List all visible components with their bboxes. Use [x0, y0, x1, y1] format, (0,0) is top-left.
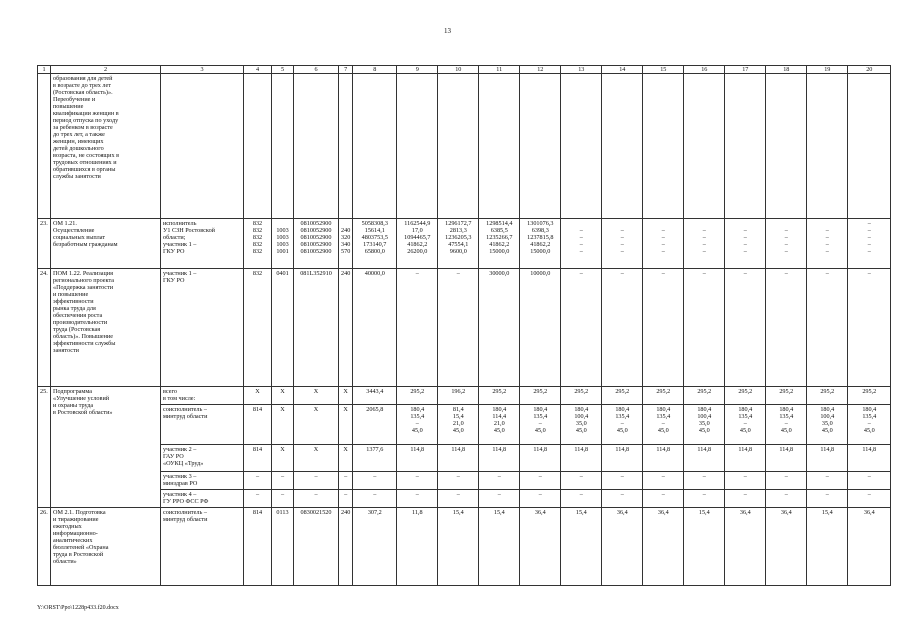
year-cell: 114,8: [643, 445, 684, 472]
table-cell: [38, 74, 51, 219]
table-cell: [397, 74, 438, 219]
year-cell: –: [397, 269, 438, 387]
year-cell: 114,8: [520, 445, 561, 472]
row-number: 26.: [38, 508, 51, 586]
header-cell: 18: [766, 66, 807, 74]
csr-cell: X: [294, 445, 339, 472]
year-cell: –: [602, 269, 643, 387]
header-cell: 7: [339, 66, 353, 74]
table-cell: [272, 74, 294, 219]
year-cell: –: [479, 490, 520, 508]
vr-cell: –: [339, 472, 353, 490]
year-cell: 295,2: [807, 387, 848, 405]
table-row-24: [38, 269, 891, 387]
table-cell: [725, 74, 766, 219]
total-cell: –: [353, 490, 397, 508]
executor-cell: участник 2 – ГАУ РО «ОУКЦ «Труд»: [161, 445, 244, 472]
year-cell: –: [561, 472, 602, 490]
header-cell: 15: [643, 66, 684, 74]
year-cell: 114,8: [684, 445, 725, 472]
year-cell: 114,8: [807, 445, 848, 472]
vr-cell: 240: [339, 508, 353, 586]
total-cell: 40000,0: [353, 269, 397, 387]
year-cell: –: [561, 269, 602, 387]
year-cell: 114,8: [766, 445, 807, 472]
activity-name-cell: образования для детей в возрасте до трех лет (Ростовская область)». Переобучение и повышение квалификации женщин в период отпуска по уходу за ребенком в возрасте до трех лет, а также женщин, имеющих детей дошкольного возраста, не состоящих в трудовых отношениях и обратившихся в органы службы занятости: [51, 74, 161, 219]
year-cell: 36,4: [848, 508, 891, 586]
header-cell: 16: [684, 66, 725, 74]
year-cell: 180,4 135,4 – 45,0: [643, 405, 684, 445]
table-cell: [520, 74, 561, 219]
table-cell: [766, 74, 807, 219]
year-cell: 295,2: [602, 387, 643, 405]
header-cell: 10: [438, 66, 479, 74]
year-cell: 295,2: [684, 387, 725, 405]
grbs-cell: 814: [244, 445, 272, 472]
year-cell: 11,8: [397, 508, 438, 586]
year-cell: –: [438, 490, 479, 508]
year-cell: –: [725, 269, 766, 387]
year-cell: 180,4 135,4 – 45,0: [725, 405, 766, 445]
rzpr-cell: 1003 1003 1003 1001: [272, 219, 294, 269]
total-cell: 307,2: [353, 508, 397, 586]
year-cell: 10000,0: [520, 269, 561, 387]
year-cell: 114,8: [725, 445, 766, 472]
header-cell: 5: [272, 66, 294, 74]
year-cell: –: [807, 472, 848, 490]
table-row-25-participant2: [38, 445, 891, 472]
table-cell: [848, 74, 891, 219]
table-row-23: [38, 219, 891, 269]
year-cell: 295,2: [561, 387, 602, 405]
vr-cell: X: [339, 405, 353, 445]
continuation-row: [38, 74, 891, 219]
year-cell: – – – –: [561, 219, 602, 269]
activity-name-cell: Подпрограмма «Улучшение условий и охраны труда в Ростовской области»: [51, 387, 161, 508]
year-cell: – – – –: [807, 219, 848, 269]
rzpr-cell: X: [272, 445, 294, 472]
grbs-cell: X: [244, 387, 272, 405]
year-cell: 36,4: [766, 508, 807, 586]
year-cell: –: [561, 490, 602, 508]
year-cell: –: [684, 472, 725, 490]
year-cell: 196,2: [438, 387, 479, 405]
year-cell: 295,2: [643, 387, 684, 405]
year-cell: –: [643, 472, 684, 490]
grbs-cell: 832 832 832 832 832: [244, 219, 272, 269]
year-cell: –: [602, 472, 643, 490]
header-cell: 6: [294, 66, 339, 74]
year-cell: 15,4: [438, 508, 479, 586]
year-cell: 30000,0: [479, 269, 520, 387]
year-cell: 180,4 135,4 – 45,0: [602, 405, 643, 445]
row-number: 25.: [38, 387, 51, 508]
year-cell: –: [643, 269, 684, 387]
vr-cell: –: [339, 490, 353, 508]
table-cell: [353, 74, 397, 219]
grbs-cell: 814: [244, 508, 272, 586]
header-cell: 20: [848, 66, 891, 74]
year-cell: 81,4 15,4 21,0 45,0: [438, 405, 479, 445]
total-cell: 3443,4: [353, 387, 397, 405]
year-cell: –: [684, 490, 725, 508]
csr-cell: 0810052900 0810052900 0810052900 0810052900 0810052900: [294, 219, 339, 269]
year-cell: 15,4: [561, 508, 602, 586]
executor-cell: исполнитель У1 СЗН Ростовской области; участник 1 – ГКУ РО: [161, 219, 244, 269]
rzpr-cell: 0401: [272, 269, 294, 387]
year-cell: –: [848, 490, 891, 508]
year-cell: –: [766, 490, 807, 508]
header-cell: 8: [353, 66, 397, 74]
table-row-25-coexecutor: [38, 405, 891, 445]
year-cell: 114,8: [438, 445, 479, 472]
year-cell: –: [848, 472, 891, 490]
year-cell: –: [807, 269, 848, 387]
year-cell: 1298514,4 6385,5 1235266,7 41862,2 15000,0: [479, 219, 520, 269]
total-cell: –: [353, 472, 397, 490]
header-cell: 1: [38, 66, 51, 74]
row-number: 23.: [38, 219, 51, 269]
total-cell: 1377,6: [353, 445, 397, 472]
year-cell: 180,4 100,4 35,0 45,0: [807, 405, 848, 445]
rzpr-cell: X: [272, 387, 294, 405]
year-cell: –: [520, 490, 561, 508]
year-cell: –: [766, 472, 807, 490]
year-cell: 114,8: [602, 445, 643, 472]
year-cell: 295,2: [479, 387, 520, 405]
header-cell: 19: [807, 66, 848, 74]
year-cell: 1296172,7 2813,3 1236205,3 47554,1 9600,0: [438, 219, 479, 269]
executor-cell: соисполнитель – минтруд области: [161, 508, 244, 586]
year-cell: –: [725, 490, 766, 508]
csr-cell: X: [294, 387, 339, 405]
year-cell: – – – – –: [848, 219, 891, 269]
budget-table: [37, 65, 891, 586]
header-cell: 12: [520, 66, 561, 74]
header-cell: 11: [479, 66, 520, 74]
year-cell: 295,2: [848, 387, 891, 405]
activity-name-cell: ОМ 2.1. Подготовка и тиражирование ежегодных информационно- аналитических бюллетеней «Охрана труда в Ростовской области»: [51, 508, 161, 586]
year-cell: – – – –: [643, 219, 684, 269]
year-cell: 180,4 100,4 35,0 45,0: [561, 405, 602, 445]
year-cell: 295,2: [766, 387, 807, 405]
year-cell: 114,8: [561, 445, 602, 472]
activity-name-cell: ПОМ 1.22. Реализация регионального проекта «Поддержка занятости и повышение эффективности рынка труда для обеспечения роста производительности труда (Ростовская область)». Повышение эффективности службы занятости: [51, 269, 161, 387]
year-cell: 36,4: [520, 508, 561, 586]
year-cell: –: [725, 472, 766, 490]
year-cell: –: [602, 490, 643, 508]
year-cell: 295,2: [725, 387, 766, 405]
table-cell: [807, 74, 848, 219]
year-cell: 295,2: [397, 387, 438, 405]
activity-name-cell: ОМ 1.21. Осуществление социальных выплат безработным гражданам: [51, 219, 161, 269]
year-cell: –: [807, 490, 848, 508]
executor-cell: участник 1 – ГКУ РО: [161, 269, 244, 387]
table-cell: [438, 74, 479, 219]
year-cell: –: [438, 269, 479, 387]
total-cell: 2065,8: [353, 405, 397, 445]
grbs-cell: –: [244, 490, 272, 508]
year-cell: 114,8: [848, 445, 891, 472]
table-row-25-total: [38, 387, 891, 405]
year-cell: –: [520, 472, 561, 490]
year-cell: – – – –: [602, 219, 643, 269]
vr-cell: 240 320 340 570: [339, 219, 353, 269]
csr-cell: X: [294, 405, 339, 445]
year-cell: 114,8: [397, 445, 438, 472]
year-cell: 180,4 135,4 – 45,0: [397, 405, 438, 445]
rzpr-cell: X: [272, 405, 294, 445]
header-cell: 13: [561, 66, 602, 74]
rzpr-cell: –: [272, 490, 294, 508]
rzpr-cell: –: [272, 472, 294, 490]
table-cell: [602, 74, 643, 219]
year-cell: 180,4 135,4 – 45,0: [848, 405, 891, 445]
file-path-footer: Y:\ORST\Ppo\1228p433.f20.docx: [37, 605, 119, 611]
grbs-cell: 814: [244, 405, 272, 445]
table-cell: [561, 74, 602, 219]
year-cell: 114,8: [479, 445, 520, 472]
year-cell: –: [438, 472, 479, 490]
year-cell: –: [766, 269, 807, 387]
row-number: 24.: [38, 269, 51, 387]
grbs-cell: –: [244, 472, 272, 490]
year-cell: – – – –: [684, 219, 725, 269]
year-cell: –: [643, 490, 684, 508]
executor-cell: участник 3 – минздрав РО: [161, 472, 244, 490]
table-cell: [339, 74, 353, 219]
year-cell: 36,4: [602, 508, 643, 586]
vr-cell: X: [339, 445, 353, 472]
table-row-26: [38, 508, 891, 586]
header-cell: 2: [51, 66, 161, 74]
year-cell: – – – –: [766, 219, 807, 269]
year-cell: 180,4 100,4 35,0 45,0: [684, 405, 725, 445]
csr-cell: 0830021520: [294, 508, 339, 586]
page-number: 13: [444, 27, 451, 35]
year-cell: –: [397, 472, 438, 490]
header-row: [38, 66, 891, 74]
year-cell: 180,4 114,4 21,0 45,0: [479, 405, 520, 445]
year-cell: –: [684, 269, 725, 387]
table-cell: [244, 74, 272, 219]
year-cell: 15,4: [479, 508, 520, 586]
table-cell: [294, 74, 339, 219]
year-cell: 1301076,3 6398,3 1237815,8 41862,2 15000,0: [520, 219, 561, 269]
year-cell: 15,4: [684, 508, 725, 586]
executor-cell: всего в том числе:: [161, 387, 244, 405]
executor-cell: соисполнитель – минтруд области: [161, 405, 244, 445]
csr-cell: 081L352910: [294, 269, 339, 387]
year-cell: –: [848, 269, 891, 387]
vr-cell: X: [339, 387, 353, 405]
year-cell: 295,2: [520, 387, 561, 405]
year-cell: 15,4: [807, 508, 848, 586]
grbs-cell: 832: [244, 269, 272, 387]
year-cell: 180,4 135,4 – 45,0: [520, 405, 561, 445]
executor-cell: участник 4 – ГУ РРО ФСС РФ: [161, 490, 244, 508]
total-cell: 5058308,3 15614,1 4803753,5 173140,7 65800,0: [353, 219, 397, 269]
year-cell: –: [397, 490, 438, 508]
header-cell: 3: [161, 66, 244, 74]
table-cell: [161, 74, 244, 219]
table-cell: [643, 74, 684, 219]
table-cell: [479, 74, 520, 219]
csr-cell: –: [294, 490, 339, 508]
year-cell: 36,4: [725, 508, 766, 586]
vr-cell: 240: [339, 269, 353, 387]
year-cell: 36,4: [643, 508, 684, 586]
header-cell: 17: [725, 66, 766, 74]
rzpr-cell: 0113: [272, 508, 294, 586]
year-cell: – – – –: [725, 219, 766, 269]
year-cell: –: [479, 472, 520, 490]
table-cell: [684, 74, 725, 219]
header-cell: 14: [602, 66, 643, 74]
year-cell: 1162544,9 17,0 1094465,7 41862,2 26200,0: [397, 219, 438, 269]
header-cell: 4: [244, 66, 272, 74]
header-cell: 9: [397, 66, 438, 74]
table-row-25-participant4: [38, 490, 891, 508]
csr-cell: –: [294, 472, 339, 490]
table-row-25-participant3: [38, 472, 891, 490]
year-cell: 180,4 135,4 – 45,0: [766, 405, 807, 445]
